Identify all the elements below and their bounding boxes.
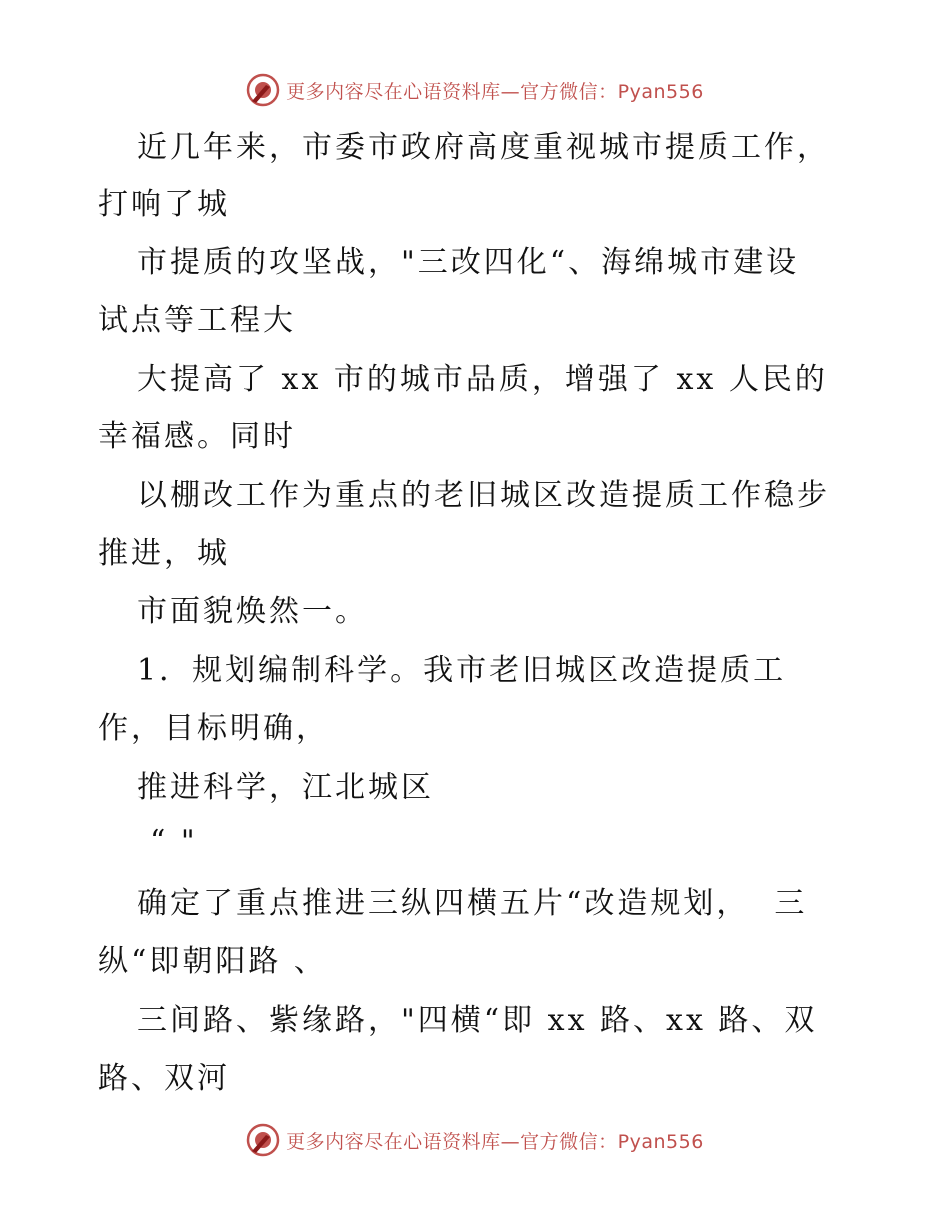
body-line: 试点等工程大	[98, 303, 296, 338]
body-line: 近几年来，市委市政府高度重视城市提质工作，	[137, 130, 830, 165]
body-line: 幸福感。同时	[98, 419, 296, 454]
pen-logo-icon	[246, 1123, 280, 1157]
body-line: 市提质的攻坚战，"三改四化“、海绵城市建设	[137, 245, 800, 280]
body-line: 路、双河	[98, 1061, 230, 1096]
body-line: 三间路、紫缘路，"四横“即 xx 路、xx 路、双	[137, 1003, 818, 1038]
header-text: 更多内容尽在心语资料库—官方微信：Pyan556	[286, 80, 704, 103]
body-line: 纵“即朝阳路 、	[98, 944, 327, 979]
body-line: 推进科学，江北城区	[137, 770, 434, 805]
pen-logo-icon	[246, 73, 280, 107]
header-banner	[0, 70, 950, 110]
body-line: 作，目标明确，	[98, 711, 329, 746]
body-line: 推进，城	[98, 536, 230, 571]
body-line: 市面貌焕然一。	[137, 594, 368, 629]
footer-banner	[0, 1120, 950, 1160]
body-line: “ "	[150, 824, 198, 859]
body-line: 1．规划编制科学。我市老旧城区改造提质工	[137, 653, 787, 688]
body-line: 大提高了 xx 市的城市品质，增强了 xx 人民的	[137, 362, 828, 397]
body-line: 确定了重点推进三纵四横五片“改造规划， 三	[137, 886, 808, 921]
body-line: 打响了城	[98, 187, 230, 222]
footer-text: 更多内容尽在心语资料库—官方微信：Pyan556	[286, 1130, 704, 1153]
body-line: 以棚改工作为重点的老旧城区改造提质工作稳步	[137, 478, 830, 513]
